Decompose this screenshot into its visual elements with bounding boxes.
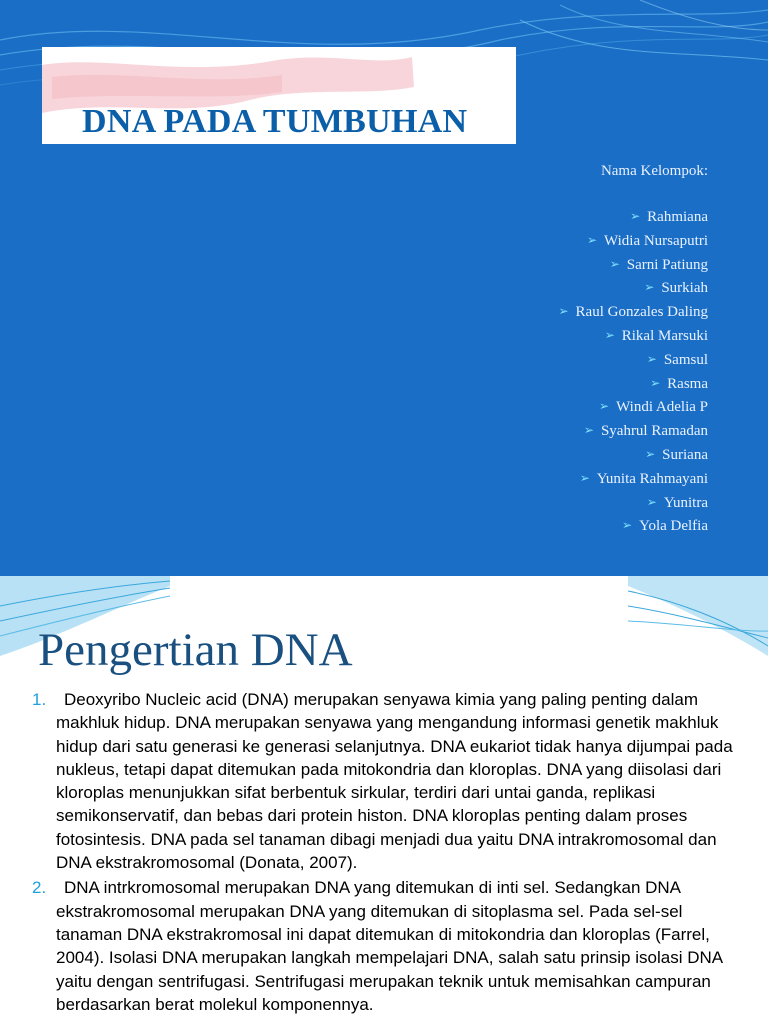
wave-decoration-right [628,576,768,656]
arrow-bullet-icon: ➢ [622,518,633,533]
member-name: Rasma [667,375,708,392]
member-name: Yunita Rahmayani [596,470,708,487]
member-item [558,301,708,325]
content-slide [0,576,768,1024]
arrow-bullet-icon: ➢ [558,304,569,319]
list-number: 1. [32,690,47,709]
member-item [558,349,708,373]
member-item [558,396,708,420]
numbered-list [28,688,740,1018]
member-name: Rahmiana [647,209,708,225]
member-list [558,206,708,539]
list-number: 2. [32,878,47,898]
member-item [558,420,708,444]
member-item [558,230,708,254]
list-text: Deoxyribo Nucleic acid (DNA) merupakan senyawa kimia yang paling penting dalam makhluk hidup. DNA merupakan senyawa yang mengandung informasi genetik makhluk hidup dari satu generasi ke generasi selanjutnya. DNA eukariot tidak hanya dijumpai pada nukleus, tetapi dapat ditemukan pada mitokondria dan kloroplas. DNA yang diisolasi dari kloroplas menunjukkan sifat berbentuk sirkular, terdiri dari untai ganda, replikasi semikonservatif, dan bebas dari protein histon. DNA kloroplas penting dalam proses fotosintesis. DNA pada sel tanaman dibagi menjadi dua yaitu DNA intrakromosomal dan DNA ekstrakromosomal (Donata, 2007). [56,690,733,873]
member-item [558,492,708,516]
slide-title: DNA PADA TUMBUHAN [82,103,468,140]
arrow-bullet-icon: ➢ [650,375,661,390]
member-name: Widia Nursaputri [604,232,708,249]
list-item [28,876,740,1016]
member-item [558,468,708,492]
member-name: Windi Adelia P [616,399,708,416]
arrow-bullet-icon: ➢ [604,327,615,342]
arrow-bullet-icon: ➢ [579,470,590,485]
member-name: Samsul [663,351,708,368]
arrow-bullet-icon: ➢ [646,494,657,509]
member-name: Syahrul Ramadan [600,423,708,440]
member-item [558,515,708,539]
member-name: Sarni Patiung [626,256,708,273]
arrow-bullet-icon: ➢ [599,399,610,414]
member-item [558,254,708,278]
list-item [28,688,740,874]
group-label: Nama Kelompok: [600,163,708,179]
member-item [558,325,708,349]
arrow-bullet-icon: ➢ [646,351,657,366]
member-item [558,444,708,468]
member-name: Yunitra [663,494,708,511]
member-name: Raul Gonzales Daling [575,304,708,321]
member-item [558,373,708,397]
arrow-bullet-icon: ➢ [645,446,656,461]
arrow-bullet-icon: ➢ [583,423,594,438]
arrow-bullet-icon: ➢ [609,256,620,271]
member-item [558,206,708,230]
member-name: Rikal Marsuki [621,327,708,344]
list-text: DNA intrkromosomal merupakan DNA yang ditemukan di inti sel. Sedangkan DNA ekstrakromosomal merupakan DNA yang ditemukan di sitoplasma sel. Pada sel-sel tanaman DNA ekstrakromosal ini dapat ditemukan di mitokondria dan kloroplas (Farrel, 2004). Isolasi DNA merupakan langkah mempelajari DNA, salah satu prinsip isolasi DNA yaitu dengan sentrifugasi. Sentrifugasi merupakan teknik untuk memisahkan campuran berdasarkan berat molekul komponennya. [56,878,723,1014]
title-banner [42,47,516,144]
member-item [558,277,708,301]
member-name: Suriana [662,446,708,463]
member-name: Surkiah [661,280,708,297]
arrow-bullet-icon: ➢ [630,209,641,223]
content-title: Pengertian DNA [38,624,353,676]
arrow-bullet-icon: ➢ [644,280,655,295]
member-name: Yola Delfia [639,518,708,535]
arrow-bullet-icon: ➢ [586,232,598,247]
